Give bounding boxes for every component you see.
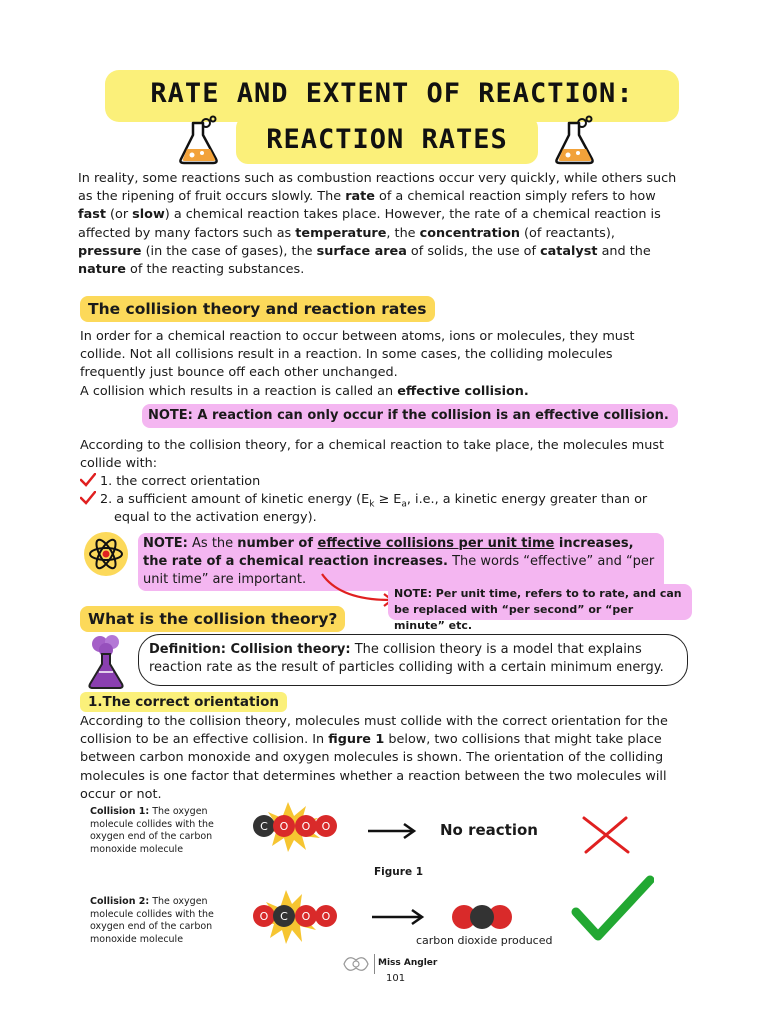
note-effective-collision: NOTE: A reaction can only occur if the collision is an effective collision. — [142, 404, 678, 428]
intro-paragraph — [78, 170, 682, 279]
intro-run: fast — [78, 207, 106, 223]
note2-run: The words “effective” and “per unit time” are important. — [143, 554, 655, 587]
page-title-line2: REACTION RATES — [266, 124, 508, 155]
atom-label: O — [259, 910, 269, 923]
collision2-caption — [90, 896, 230, 946]
intro-run: of a chemical reaction simply refers to how — [374, 189, 656, 205]
orientation_para-run: According to the collision theory, molecules must collide with the correct orientation for the collision to be an effective collision. In — [80, 714, 668, 748]
atom-label: O — [321, 910, 331, 923]
carbon-atom — [470, 905, 494, 929]
orientation_para-run: below, two collisions that might take place between carbon monoxide and oxygen molecules is shown. The orientation of the colliding molecules is one factor that determines whether a reaction between the two molecules will occur or not. — [80, 732, 667, 802]
check-icon — [570, 874, 654, 944]
figure-caption: Figure 1 — [374, 866, 424, 878]
checklist-item-orientation: 1. the correct orientation — [100, 474, 261, 489]
intro-run: nature — [78, 262, 126, 278]
section1_para-run: In order for a chemical reaction to occur between atoms, ions or molecules, they must collide. Not all collisions result in a reaction. In some cases, the colliding molecules frequently just bounce off each other unchanged. — [80, 329, 635, 381]
subscript-a: a — [401, 499, 407, 510]
intro-run: and the — [597, 243, 651, 259]
exploding-flask-icon — [84, 634, 130, 690]
collision2-label: Collision 2: — [90, 896, 150, 907]
collision-intro-paragraph — [80, 328, 680, 401]
intro-run: catalyst — [540, 243, 598, 259]
atom-label: C — [260, 820, 268, 833]
atom-icon — [82, 530, 130, 578]
atom-label: O — [301, 820, 311, 833]
intro-run: pressure — [78, 243, 142, 259]
check-icon — [80, 491, 96, 505]
collision2-text: The oxygen molecule collides with the oxygen end of the carbon monoxide molecule — [90, 896, 214, 945]
intro-run: surface area — [316, 243, 407, 259]
intro-run: (in the case of gases), the — [141, 243, 317, 259]
footer-divider — [374, 954, 375, 974]
page-title-line1: RATE AND EXTENT OF REACTION: — [150, 78, 634, 109]
intro-run: of the reacting substances. — [125, 262, 305, 278]
product-label: carbon dioxide produced — [416, 934, 553, 947]
section-heading-what-is-collision-theory: What is the collision theory? — [80, 606, 345, 632]
intro-run: ) a chemical reaction takes place. However, the rate of a chemical reaction is affected by many factors such as — [78, 207, 661, 241]
collision1-text: The oxygen molecule collides with the oxygen end of the carbon monoxide molecule — [90, 806, 214, 855]
section-heading-collision-theory-rates: The collision theory and reaction rates — [80, 296, 435, 322]
energy-text-a: 2. a sufficient amount of kinetic energy (E — [100, 492, 370, 507]
intro-run: In reality, some reactions such as combustion reactions occur very quickly, while others such as the ripening of fruit occurs slowly. The — [78, 171, 677, 205]
check-icon — [80, 473, 96, 487]
arrow-right-icon — [370, 908, 426, 926]
footer-author: Miss Angler — [378, 958, 438, 968]
collision1-label: Collision 1: — [90, 806, 150, 817]
intro-run: temperature — [295, 225, 387, 241]
intro-run: of solids, the use of — [406, 243, 541, 259]
note2-run: number of — [237, 536, 318, 551]
intro-run: (or — [105, 207, 133, 223]
energy-text-c: , i.e., a kinetic energy greater than or — [406, 492, 648, 507]
intro-run: slow — [132, 207, 165, 223]
collision1-molecules — [244, 800, 348, 852]
no-reaction-label: No reaction — [440, 821, 538, 839]
arrow-right-icon — [366, 822, 418, 840]
note2-run: increases, the rate of a chemical reaction increases. — [143, 536, 634, 569]
theory-intro-paragraph: According to the collision theory, for a chemical reaction to take place, the molecules must collide with: — [80, 438, 665, 472]
page-number: 101 — [386, 973, 406, 984]
collision1-caption — [90, 806, 230, 856]
intro-run: (of reactants), — [519, 225, 615, 241]
orientation_para-run: figure 1 — [328, 732, 385, 748]
energy-text-b: ≥ E — [374, 492, 402, 507]
note-effective-collisions-per-time — [138, 533, 664, 591]
checklist-item-energy-line2: equal to the activation energy). — [114, 510, 317, 525]
definition-box — [138, 634, 688, 686]
subscript-k: k — [369, 499, 375, 510]
logo-icon — [340, 950, 372, 978]
atom-label: C — [280, 910, 288, 923]
atom-label: O — [279, 820, 289, 833]
definition-text: The collision theory is a model that explains reaction rate as the result of particles colliding with a certain minimum energy. — [149, 642, 664, 675]
intro-run: concentration — [419, 225, 520, 241]
section1_para-run: A collision which results in a reaction is called an — [80, 383, 398, 399]
orientation-paragraph — [80, 713, 680, 804]
atom-label: O — [301, 910, 311, 923]
carbon-dioxide-molecule — [450, 900, 514, 934]
note2-run: NOTE: — [143, 536, 188, 551]
note2-run: effective collisions per unit time — [317, 536, 555, 551]
atom-label: O — [321, 820, 331, 833]
definition-label: Definition: Collision theory: — [149, 642, 351, 657]
note-per-unit-time: NOTE: Per unit time, refers to to rate, and can be replaced with “per second” or “per minute” etc. — [388, 584, 692, 620]
flask-icon — [552, 115, 598, 165]
intro-run: , the — [386, 225, 420, 241]
intro-run: rate — [345, 189, 375, 205]
section1_para-run: effective collision. — [397, 383, 529, 399]
subheading-correct-orientation: 1.The correct orientation — [80, 692, 287, 712]
note2-run: As the — [187, 536, 238, 551]
flask-icon — [176, 115, 222, 165]
cross-icon — [580, 814, 632, 856]
collision2-molecules — [244, 888, 348, 944]
